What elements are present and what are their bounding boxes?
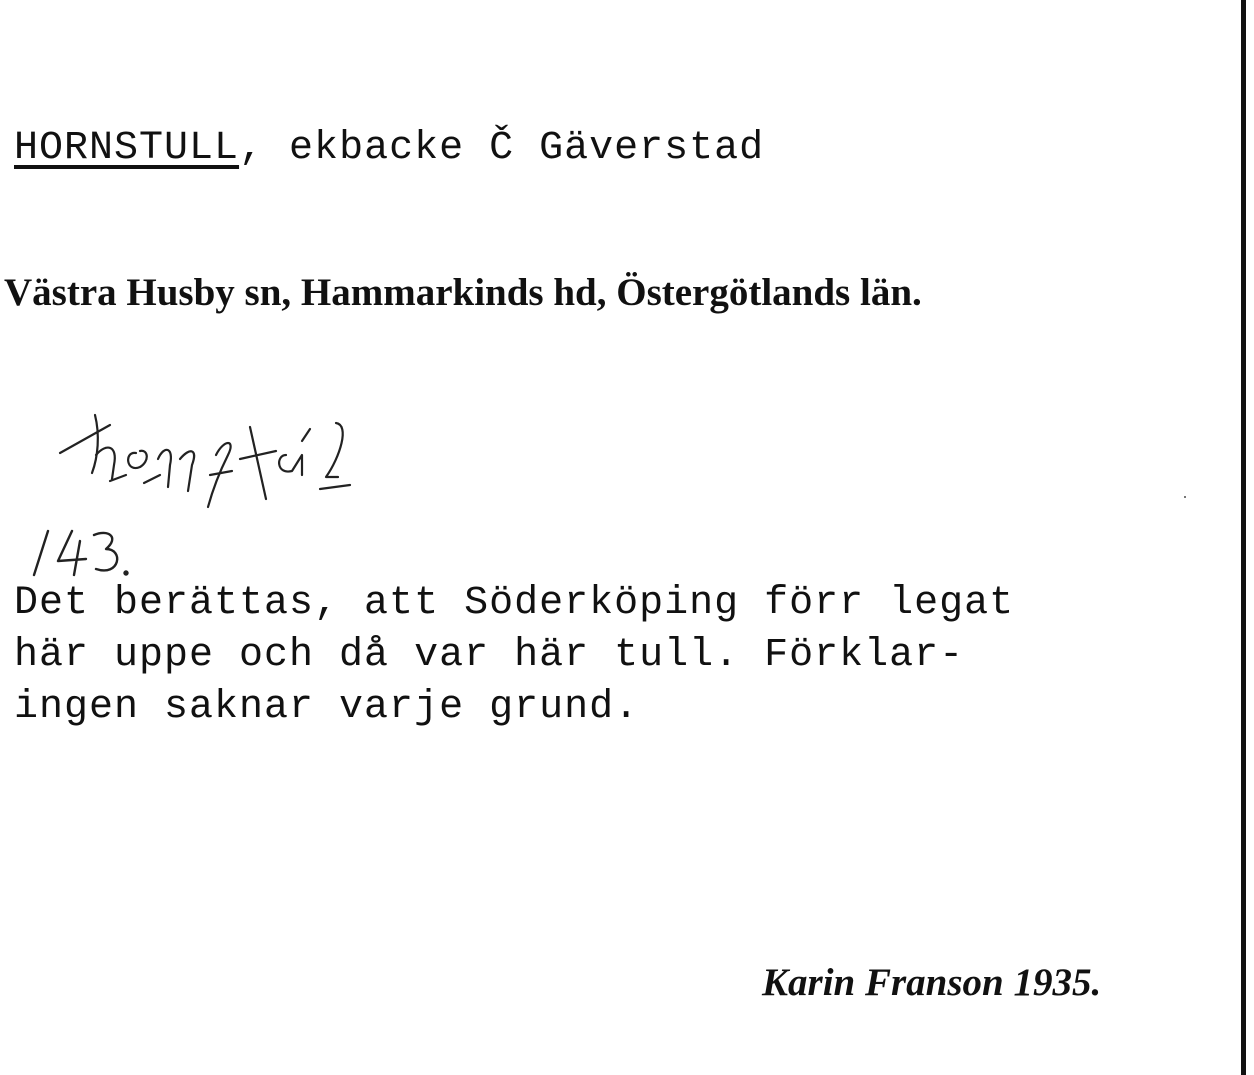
place-description: , ekbacke Č Gäverstad <box>239 126 765 171</box>
location-line: Västra Husby sn, Hammarkinds hd, Östergötlands län. <box>4 271 922 314</box>
body-line: här uppe och då var här tull. Förklar- <box>14 633 965 678</box>
card-right-border <box>1241 0 1246 1075</box>
scan-speck <box>1184 496 1186 498</box>
handwritten-pronunciation <box>40 395 360 525</box>
place-name: HORNSTULL <box>14 126 240 171</box>
body-line: Det berättas, att Söderköping förr legat <box>14 581 1015 626</box>
card-header <box>14 126 764 171</box>
record-number <box>28 525 138 580</box>
signature: Karin Franson 1935. <box>762 961 1102 1004</box>
card-body-text <box>14 578 1014 734</box>
body-line: ingen saknar varje grund. <box>14 685 640 730</box>
